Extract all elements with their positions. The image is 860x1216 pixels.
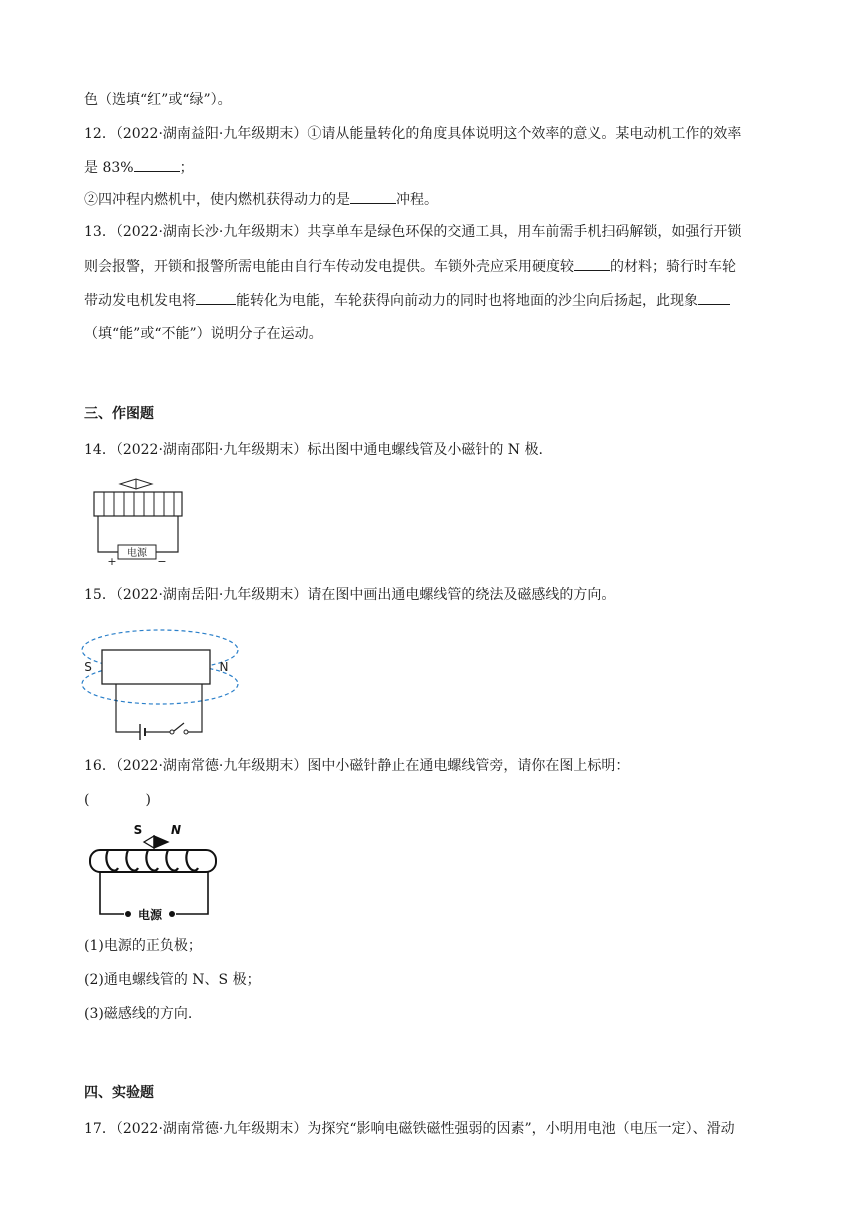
q12-line2-text-b: ； bbox=[179, 160, 194, 176]
q17-text: 17．（2022·湖南常德·九年级期末）为探究“影响电磁铁磁性强弱的因素”，小明用电池（电压一定）、滑动 bbox=[84, 1121, 735, 1137]
q14-power-label: 电源 bbox=[127, 548, 147, 559]
q16-item-2: (2)通电螺线管的 N、S 极； bbox=[84, 972, 261, 988]
q13-line3-text-b: 能转化为电能，车轮获得向前动力的同时也将地面的沙尘向后扬起，此现象 bbox=[236, 293, 698, 309]
q13-blank-2 bbox=[196, 290, 236, 305]
q13-line2-text-a: 则会报警，开锁和报警所需电能由自行车传动发电提供。车锁外壳应采用硬度较 bbox=[84, 259, 574, 275]
q12-blank-1 bbox=[134, 157, 180, 172]
q13-blank-3 bbox=[698, 290, 730, 305]
q16-needle-n-label: N bbox=[170, 823, 182, 837]
q16-compass-needle-n-icon bbox=[154, 836, 168, 848]
q11-tail-text: 色（选填“红”或“绿”）。 bbox=[84, 92, 232, 108]
q16-terminal-right bbox=[169, 911, 175, 917]
q15-switch-icon bbox=[170, 730, 174, 734]
q13-line4: （填“能”或“不能”）说明分子在运动。 bbox=[84, 326, 323, 342]
q15-magnetic-field-diagram bbox=[78, 624, 242, 740]
q16-item-3: (3)磁感线的方向. bbox=[84, 1006, 193, 1022]
q12-line3-text-a: ②四冲程内燃机中，使内燃机获得动力的是 bbox=[84, 192, 350, 208]
q12-line1: 12．（2022·湖南益阳·九年级期末）①请从能量转化的角度具体说明这个效率的意义。某电动机工作的效率 bbox=[84, 126, 742, 142]
q16-paren-close: ) bbox=[145, 792, 151, 808]
q15-text: 15．（2022·湖南岳阳·九年级期末）请在图中画出通电螺线管的绕法及磁感线的方向。 bbox=[84, 587, 616, 603]
q16-solenoid-needle-diagram bbox=[84, 820, 224, 924]
section-4-title: 四、实验题 bbox=[84, 1085, 154, 1101]
q14-solenoid-diagram bbox=[84, 476, 194, 568]
q16-power-label: 电源 bbox=[137, 908, 163, 922]
q12-line2 bbox=[84, 157, 194, 178]
q14-plus-sign: + bbox=[107, 555, 117, 568]
q16-needle-s-label: S bbox=[133, 823, 143, 837]
q15-n-pole-label: N bbox=[219, 660, 229, 674]
q15-s-pole-label: S bbox=[84, 660, 92, 674]
q13-line3 bbox=[84, 290, 730, 311]
q16-item-1: (1)电源的正负极； bbox=[84, 938, 202, 954]
q16-text: 16．（2022·湖南常德·九年级期末）图中小磁针静止在通电螺线管旁，请你在图上标明： bbox=[84, 758, 630, 774]
q13-line2-text-b: 的材料；骑行时车轮 bbox=[610, 259, 736, 275]
q15-solenoid-core bbox=[102, 650, 210, 684]
q13-line1: 13．（2022·湖南长沙·九年级期末）共享单车是绿色环保的交通工具，用车前需手机扫码解锁，如强行开锁 bbox=[84, 224, 742, 240]
section-3-title: 三、作图题 bbox=[84, 406, 154, 422]
q12-line3 bbox=[84, 189, 438, 210]
q12-line3-text-b: 冲程。 bbox=[396, 192, 438, 208]
q12-blank-2 bbox=[350, 189, 396, 204]
q12-line2-text-a: 是 83% bbox=[84, 160, 134, 176]
q13-line2 bbox=[84, 256, 736, 277]
q16-answer-parens bbox=[84, 790, 151, 810]
q14-minus-sign: − bbox=[157, 555, 167, 568]
q13-line3-text-a: 带动发电机发电将 bbox=[84, 293, 196, 309]
q13-blank-1 bbox=[574, 256, 610, 271]
q14-text: 14．（2022·湖南邵阳·九年级期末）标出图中通电螺线管及小磁针的 N 极. bbox=[84, 442, 543, 458]
q16-compass-needle-s-icon bbox=[144, 836, 154, 848]
q16-terminal-left bbox=[125, 911, 131, 917]
q16-paren-open: ( bbox=[84, 792, 90, 808]
